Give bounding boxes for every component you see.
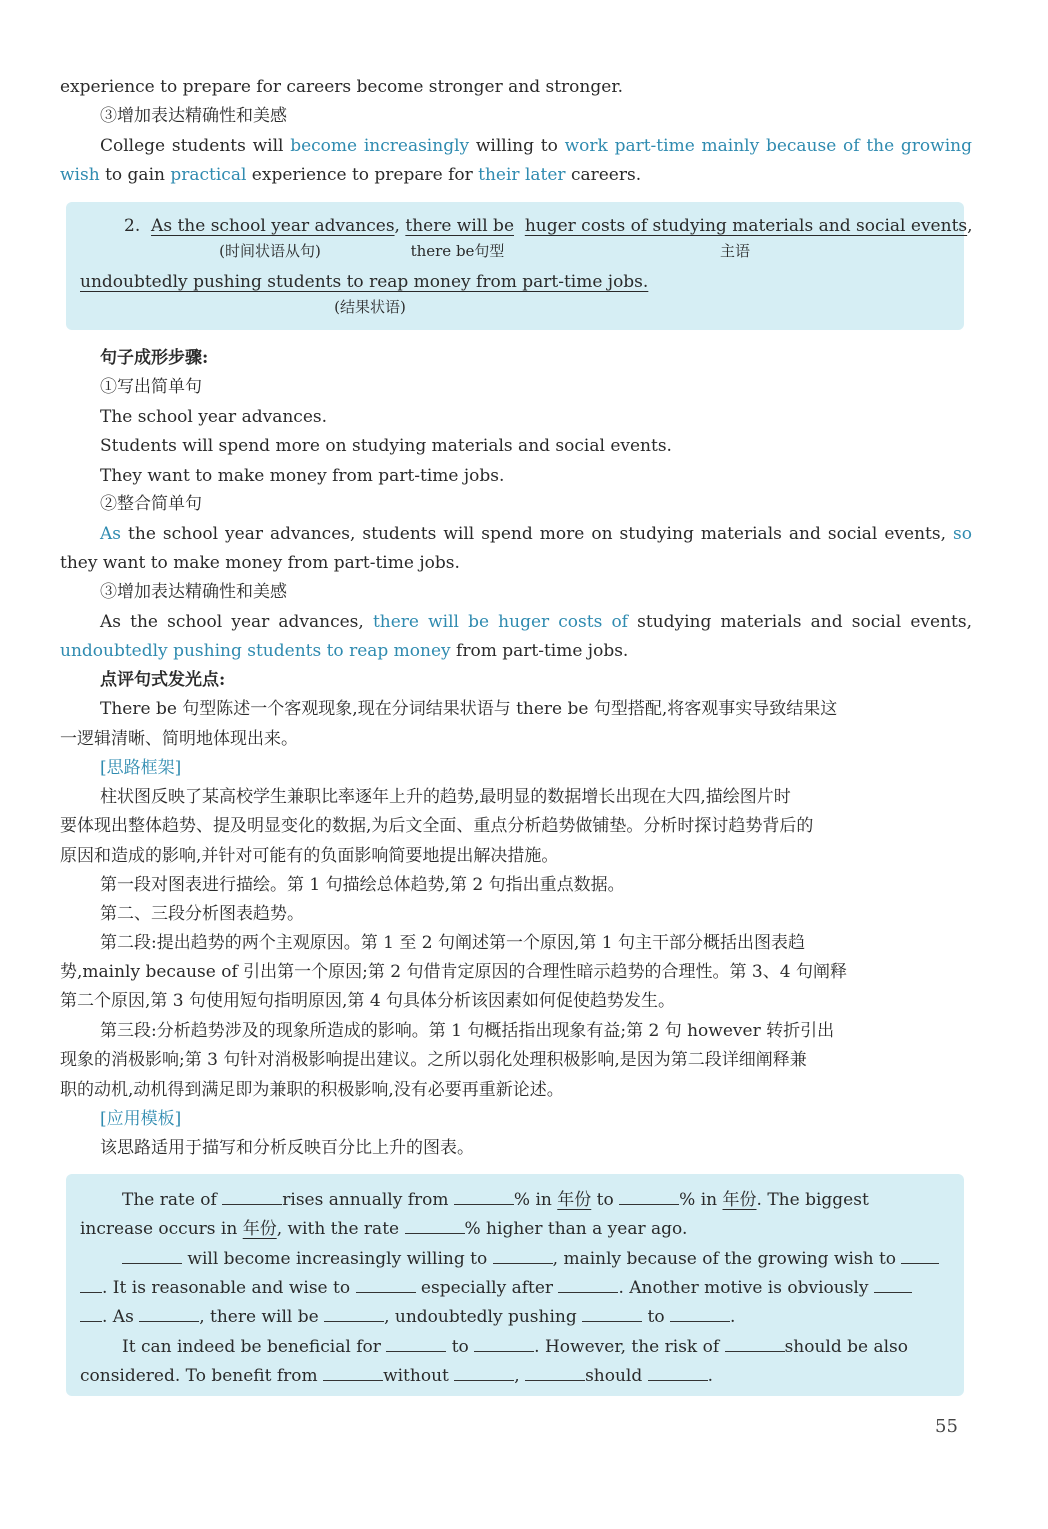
analysis-sentence: 2. As the school year advances, there will be huger costs of studying materials and social events,	[124, 216, 973, 236]
blank	[80, 1274, 102, 1293]
text-line: wish to gain practical experience to prepare for their later careers.	[60, 165, 642, 185]
blank	[474, 1333, 534, 1352]
text-line: 第二段:提出趋势的两个主观原因。第 1 至 2 句阐述第一个原因,第 1 句主干部分概括出图表趋	[100, 933, 806, 953]
step-heading: ③增加表达精确性和美感	[100, 582, 287, 602]
blank	[405, 1215, 465, 1234]
blank	[222, 1186, 282, 1205]
template-line: increase occurs in 年份, with the rate % higher than a year ago.	[80, 1215, 950, 1241]
clause-label: 主语	[719, 242, 750, 260]
text-line: undoubtedly pushing students to reap money from part-time jobs.	[60, 641, 629, 661]
text-line: The school year advances.	[100, 407, 328, 427]
blank	[901, 1245, 939, 1264]
blank	[324, 1303, 384, 1322]
template-line: will become increasingly willing to , mainly because of the growing wish to	[122, 1245, 952, 1271]
section-title: 点评句式发光点:	[100, 670, 226, 690]
text-line: experience to prepare for careers become stronger and stronger.	[60, 77, 623, 97]
template-line: . It is reasonable and wise to especially after . Another motive is obviously	[80, 1274, 950, 1300]
template-line: The rate of rises annually from % in 年份 to % in 年份. The biggest	[122, 1186, 952, 1212]
step-heading: ②整合简单句	[100, 494, 202, 514]
section-title: [应用模板]	[100, 1109, 182, 1129]
text-line: Students will spend more on studying materials and social events.	[100, 436, 672, 456]
blank	[454, 1362, 514, 1381]
blank	[725, 1333, 785, 1352]
clause-label: (时间状语从句)	[219, 242, 321, 260]
text-line: 职的动机,动机得到满足即为兼职的积极影响,没有必要再重新论述。	[60, 1080, 564, 1100]
blank	[619, 1186, 679, 1205]
text-line: 第一段对图表进行描绘。第 1 句描绘总体趋势,第 2 句指出重点数据。	[100, 875, 625, 895]
blank	[670, 1303, 730, 1322]
blank	[454, 1186, 514, 1205]
text-line: There be 句型陈述一个客观现象,现在分词结果状语与 there be 句型搭配,将客观事实导致结果这	[100, 699, 838, 719]
blank	[386, 1333, 446, 1352]
text-line: 一逻辑清晰、简明地体现出来。	[60, 729, 298, 749]
template-line: . As , there will be , undoubtedly pushing to .	[80, 1303, 950, 1329]
text-line: 要体现出整体趋势、提及明显变化的数据,为后文全面、重点分析趋势做铺垫。分析时探讨趋势背后的	[60, 816, 814, 836]
blank	[582, 1303, 642, 1322]
page-number: 55	[935, 1416, 958, 1437]
blank	[323, 1362, 383, 1381]
step-heading: ③增加表达精确性和美感	[100, 106, 287, 126]
blank	[493, 1245, 553, 1264]
blank	[80, 1303, 102, 1322]
text-line: As the school year advances, students will spend more on studying materials and social events, so	[100, 524, 972, 544]
text-line: 第三段:分析趋势涉及的现象所造成的影响。第 1 句概括指出现象有益;第 2 句 however 转折引出	[100, 1021, 835, 1041]
text-line: As the school year advances, there will be huger costs of studying materials and social events,	[100, 612, 972, 632]
clause-label: (结果状语)	[334, 298, 406, 316]
blank	[122, 1245, 182, 1264]
text-line: College students will become increasingly willing to work part-time mainly because of the growing	[100, 136, 972, 156]
text-line: 势,mainly because of 引出第一个原因;第 2 句借肯定原因的合理性暗示趋势的合理性。第 3、4 句阐释	[60, 962, 847, 982]
text-line: 该思路适用于描写和分析反映百分比上升的图表。	[100, 1138, 474, 1158]
step-heading: ①写出简单句	[100, 377, 202, 397]
template-line: considered. To benefit from without , should .	[80, 1362, 950, 1388]
text-line: 原因和造成的影响,并针对可能有的负面影响简要地提出解决措施。	[60, 846, 559, 866]
blank	[648, 1362, 708, 1381]
text-line: 第二、三段分析图表趋势。	[100, 904, 304, 924]
template-line: It can indeed be beneficial for to . However, the risk of should be also	[122, 1333, 952, 1359]
text-line: they want to make money from part-time jobs.	[60, 553, 460, 573]
blank	[356, 1274, 416, 1293]
blank	[525, 1362, 585, 1381]
text-line: 柱状图反映了某高校学生兼职比率逐年上升的趋势,最明显的数据增长出现在大四,描绘图片时	[100, 787, 791, 807]
blank	[139, 1303, 199, 1322]
text-line: 第二个原因,第 3 句使用短句指明原因,第 4 句具体分析该因素如何促使趋势发生。	[60, 991, 676, 1011]
section-title: 句子成形步骤:	[100, 348, 209, 368]
text-line: They want to make money from part-time jobs.	[100, 466, 505, 486]
blank	[874, 1274, 912, 1293]
text-line: 现象的消极影响;第 3 句针对消极影响提出建议。之所以弱化处理积极影响,是因为第二段详细阐释兼	[60, 1050, 807, 1070]
section-title: [思路框架]	[100, 758, 182, 778]
analysis-sentence: undoubtedly pushing students to reap money from part-time jobs.	[80, 272, 649, 292]
clause-label: there be句型	[410, 242, 505, 260]
blank	[558, 1274, 618, 1293]
